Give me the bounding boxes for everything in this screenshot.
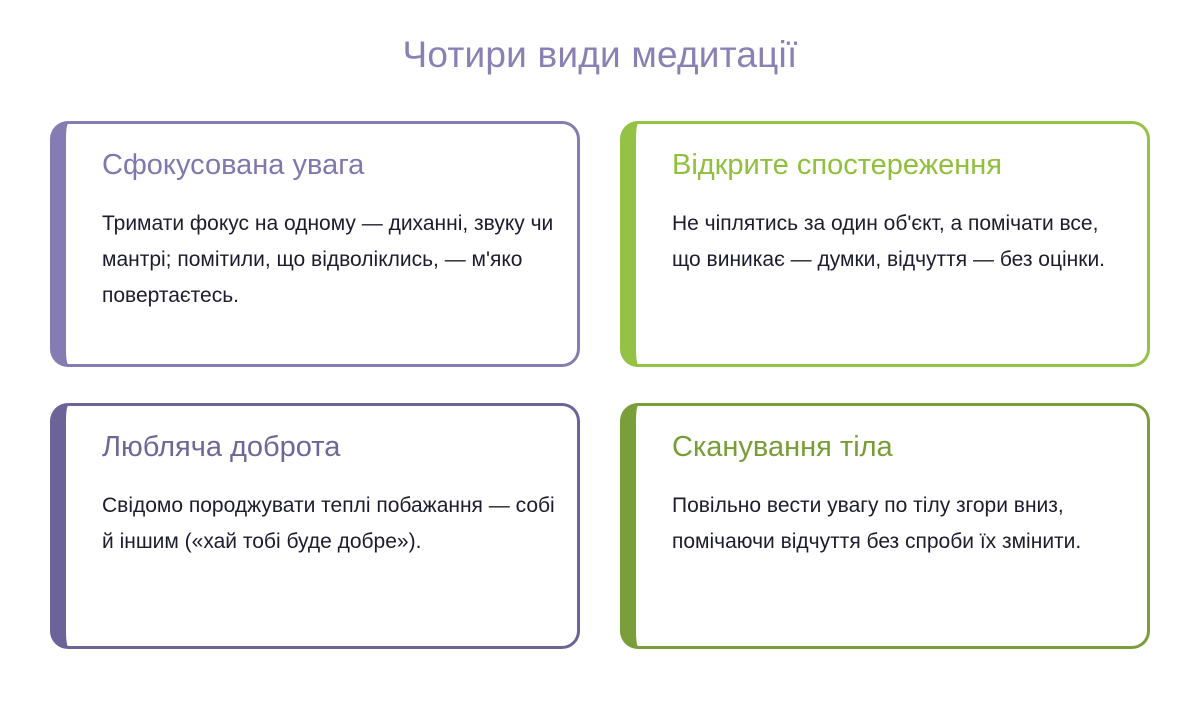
card-title: Любляча доброта	[102, 431, 341, 463]
card-focused-attention	[50, 121, 580, 367]
card-title: Сфокусована увага	[102, 149, 365, 181]
card-body-scan	[620, 403, 1150, 649]
card-title: Сканування тіла	[672, 431, 893, 463]
card-description: Тримати фокус на одному — диханні, звуку чи мантрі; помітили, що відволіклись, — м'яко повертаєтесь.	[102, 212, 554, 307]
card-loving-kindness	[50, 403, 580, 649]
page-title: Чотири види медитації	[402, 34, 798, 75]
card-description: Повільно вести увагу по тілу згори вниз, помічаючи відчуття без спроби їх змінити.	[672, 494, 1082, 553]
card-description: Не чіплятись за один об'єкт, а помічати все, що виникає — думки, відчуття — без оцінки.	[672, 212, 1106, 271]
card-description: Свідомо породжувати теплі побажання — собі й іншим («хай тобі буде добре»).	[102, 494, 555, 553]
card-title: Відкрите спостереження	[672, 149, 1002, 181]
card-open-monitoring	[620, 121, 1150, 367]
